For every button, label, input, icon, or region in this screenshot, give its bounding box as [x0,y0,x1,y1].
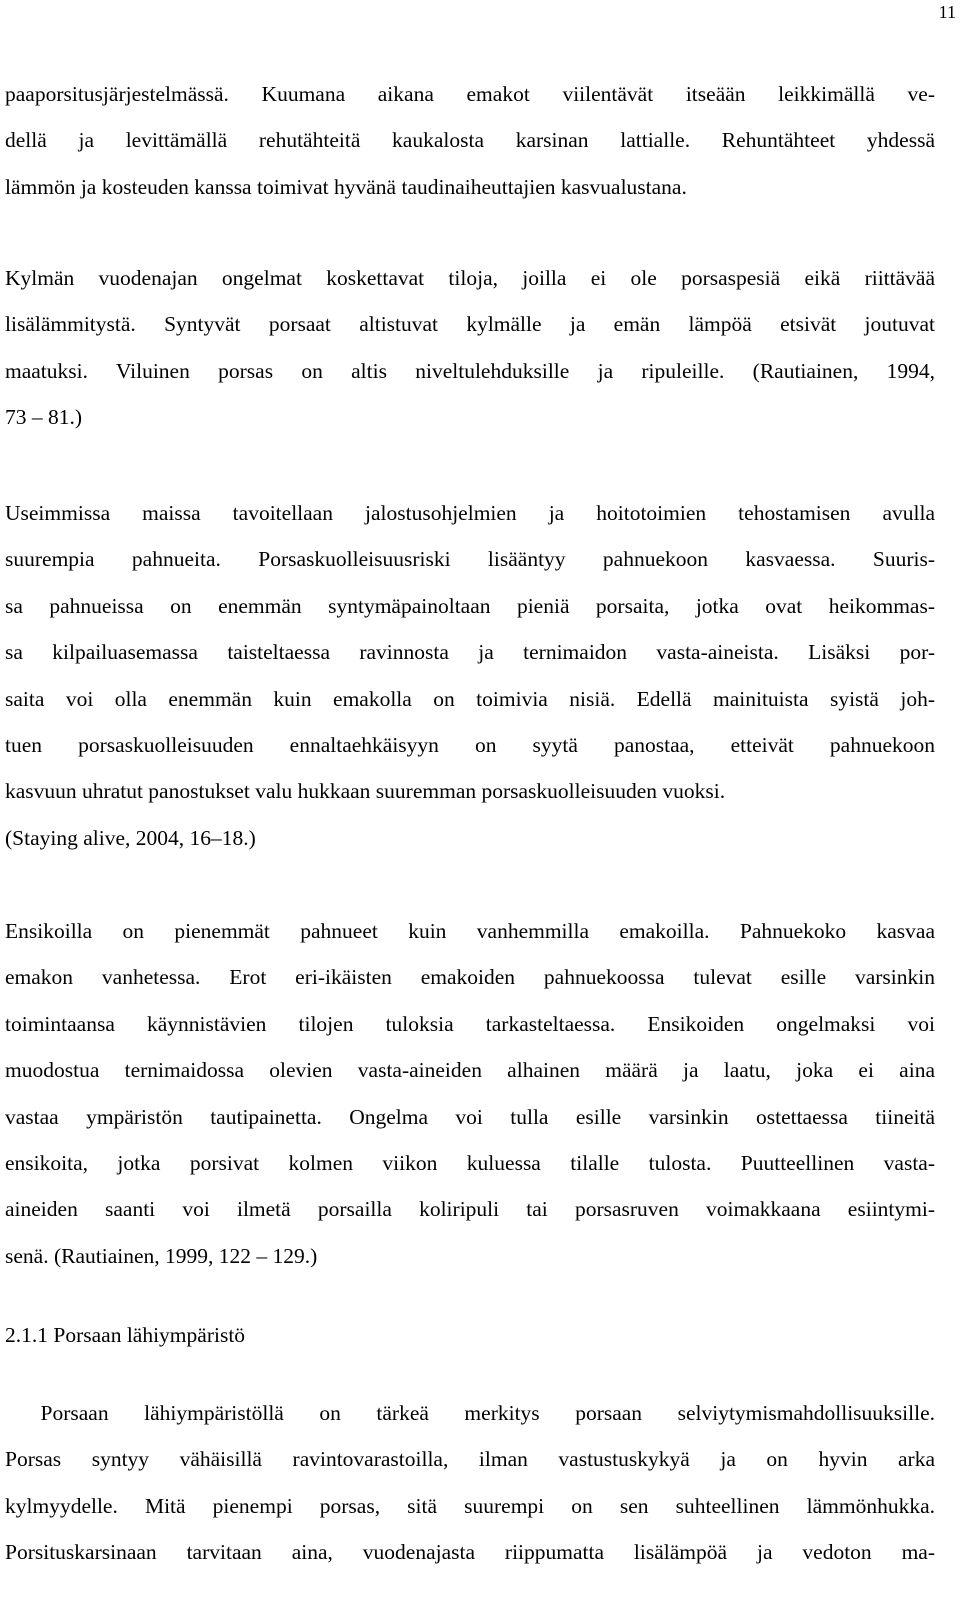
text-line: aineiden saanti voi ilmetä porsailla koliripuli tai porsasruven voimakkaana esiintymi- [5,1197,935,1222]
paragraph-1 [5,71,935,210]
text-line: ensikoita, jotka porsivat kolmen viikon kuluessa tilalle tulosta. Puutteellinen vasta- [5,1151,935,1176]
text-line: sa kilpailuasemassa taisteltaessa ravinnosta ja ternimaidon vasta-aineista. Lisäksi por- [5,640,935,665]
text-line: emakon vanhetessa. Erot eri-ikäisten emakoiden pahnuekoossa tulevat esille varsinkin [5,965,935,990]
text-line: toimintaansa käynnistävien tilojen tuloksia tarkasteltaessa. Ensikoiden ongelmaksi voi [5,1011,935,1036]
text-line: senä. (Rautiainen, 1999, 122 – 129.) [5,1243,318,1268]
text-line: lämmön ja kosteuden kanssa toimivat hyvänä taudinaiheuttajien kasvualustana. [5,174,687,199]
text-line: (Staying alive, 2004, 16–18.) [5,825,256,850]
paragraph-5 [5,1390,935,1576]
text-line: Porsas syntyy vähäisillä ravintovarastoilla, ilman vastustuskykyä ja on hyvin arka [5,1447,935,1472]
text-line: Ensikoilla on pienemmät pahnueet kuin vanhemmilla emakoilla. Pahnuekoko kasvaa [5,919,935,943]
text-line: saita voi olla enemmän kuin emakolla on toimivia nisiä. Edellä mainituista syistä joh- [5,686,935,711]
text-line: Porsituskarsinaan tarvitaan aina, vuodenajasta riippumatta lisälämpöä ja vedoton ma- [5,1540,935,1565]
paragraph-2 [5,255,935,441]
paragraph-3 [5,490,935,861]
text-line: lisälämmitystä. Syntyvät porsaat altistuvat kylmälle ja emän lämpöä etsivät joutuvat [5,312,935,337]
text-line: paaporsitusjärjestelmässä. Kuumana aikana emakot viilentävät itseään leikkimällä ve- [5,82,935,106]
paragraph-4 [5,908,935,1279]
text-line: maatuksi. Viluinen porsas on altis niveltulehduksille ja ripuleille. (Rautiainen, 1994, [5,358,935,383]
text-line: Porsaan lähiympäristöllä on tärkeä merkitys porsaan selviytymismahdollisuuksille. [5,1401,935,1425]
text-line: sa pahnueissa on enemmän syntymäpainoltaan pieniä porsaita, jotka ovat heikommas- [5,593,935,618]
text-line: muodostua ternimaidossa olevien vasta-aineiden alhainen määrä ja laatu, joka ei aina [5,1058,935,1083]
section-heading: 2.1.1 Porsaan lähiympäristö [5,1323,246,1347]
text-line: vastaa ympäristön tautipainetta. Ongelma voi tulla esille varsinkin ostettaessa tiineitä [5,1104,935,1129]
text-line: suurempia pahnueita. Porsaskuolleisuusriski lisääntyy pahnuekoon kasvaessa. Suuris- [5,547,935,572]
text-line: kylmyydelle. Mitä pienempi porsas, sitä suurempi on sen suhteellinen lämmönhukka. [5,1493,935,1518]
text-line: kasvuun uhratut panostukset valu hukkaan suuremman porsaskuolleisuuden vuoksi. [5,779,726,804]
text-line: tuen porsaskuolleisuuden ennaltaehkäisyyn on syytä panostaa, etteivät pahnuekoon [5,733,935,758]
text-line: Useimmissa maissa tavoitellaan jalostusohjelmien ja hoitotoimien tehostamisen avulla [5,501,935,525]
page-number: 11 [938,2,956,22]
text-line: 73 – 81.) [5,405,83,430]
text-line: Kylmän vuodenajan ongelmat koskettavat tiloja, joilla ei ole porsaspesiä eikä riittävää [5,266,935,290]
text-line: dellä ja levittämällä rehutähteitä kaukalosta karsinan lattialle. Rehuntähteet yhdessä [5,128,935,153]
